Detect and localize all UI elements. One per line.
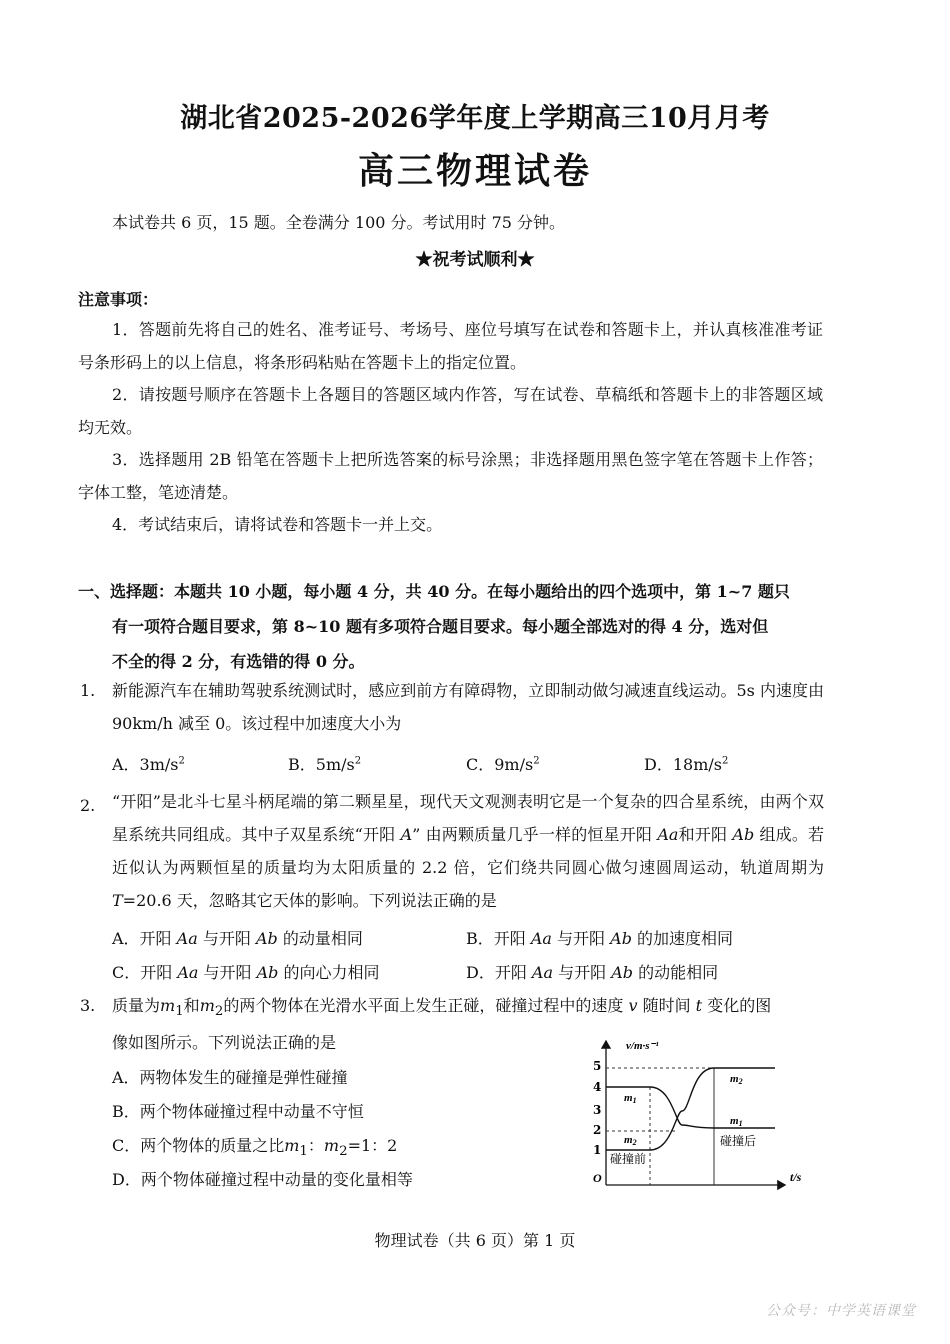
section-line-1: 一、选择题：本题共 10 小题，每小题 4 分，共 40 分。在每小题给出的四个选项中，第 1~7 题只 <box>78 582 790 601</box>
opt-symbol: Aa <box>531 963 554 982</box>
q2-symbol-ab: Ab <box>732 825 755 844</box>
watermark: 公众号：中学英语课堂 <box>766 1303 916 1319</box>
superscript: 2 <box>533 755 540 767</box>
q3-symbol-m: m <box>199 996 215 1015</box>
opt-symbol: Aa <box>177 963 199 982</box>
opt-text: 的动量相同 <box>277 929 363 948</box>
opt-text: 的向心力相同 <box>278 963 380 982</box>
note-item-2: 2．请按题号顺序在答题卡上各题目的答题区域内作答，写在试卷、草稿纸和答题卡上的非答题区域均无效。 <box>78 385 823 437</box>
notes-title: 注意事项： <box>78 290 159 309</box>
y-tick-5: 5 <box>593 1059 602 1073</box>
m-letter: m <box>624 1092 633 1104</box>
q3-text-part: 和 <box>183 996 200 1015</box>
opt-text: 与开阳 <box>198 963 257 982</box>
opt-symbol: Ab <box>256 963 279 982</box>
q2-text-part: ” 由两颗质量几乎一样的恒星开阳 <box>412 825 658 844</box>
opt-text: =1：2 <box>347 1136 398 1155</box>
opt-text: 的加速度相同 <box>631 929 734 948</box>
m-subscript: 1 <box>632 1096 637 1105</box>
section-line-2: 有一项符合题目要求，第 8~10 题有多项符合题目要求。每小题全部选对的得 4 分，选对但 <box>112 617 769 636</box>
section-line-3: 不全的得 2 分，有选错的得 0 分。 <box>112 652 365 671</box>
q2-symbol-aa: Aa <box>657 825 679 844</box>
opt-symbol: Aa <box>530 929 552 948</box>
q2-symbol-t: T <box>112 891 123 910</box>
question-1-option-d[interactable] <box>644 752 728 775</box>
option-c-text: C．9m/s <box>466 755 534 774</box>
y-tick-4: 4 <box>593 1080 602 1094</box>
question-3-option-a[interactable]: A．两物体发生的碰撞是弹性碰撞 <box>112 1068 348 1087</box>
subscript: 2 <box>214 1004 224 1020</box>
y-axis-label: v/m·s⁻¹ <box>626 1040 659 1052</box>
y-tick-1: 1 <box>593 1143 602 1157</box>
q2-text-part: 和开阳 <box>678 825 733 844</box>
note-item-4: 4．考试结束后，请将试卷和答题卡一并上交。 <box>112 515 443 534</box>
question-1-text: 新能源汽车在辅助驾驶系统测试时，感应到前方有障碍物，立即制动做匀减速直线运动。5s 内速度由 90km/h 减至 0。该过程中加速度大小为 <box>112 681 824 733</box>
y-tick-3: 3 <box>593 1103 602 1117</box>
q3-symbol-m: m <box>160 996 176 1015</box>
question-1-option-b[interactable] <box>288 752 361 775</box>
opt-symbol: m <box>284 1136 300 1155</box>
question-2-option-d[interactable] <box>466 960 718 983</box>
opt-text: ： <box>307 1136 324 1155</box>
subscript: 2 <box>339 1144 348 1160</box>
option-d-text: D．18m/s <box>644 755 722 774</box>
exam-info: 本试卷共 6 页，15 题。全卷满分 100 分。考试用时 75 分钟。 <box>112 213 566 232</box>
question-3-option-c[interactable] <box>112 1133 397 1159</box>
m-letter: m <box>730 1073 739 1085</box>
label-m1-after <box>730 1115 743 1128</box>
label-m2-after <box>730 1073 743 1086</box>
wish-line: ★祝考试顺利★ <box>415 250 535 270</box>
m-letter: m <box>624 1134 633 1146</box>
opt-text: C．两个物体的质量之比 <box>112 1136 285 1155</box>
q3-symbol-v: v <box>628 996 638 1015</box>
question-1-option-c[interactable] <box>466 752 540 775</box>
superscript: 2 <box>721 755 729 767</box>
opt-symbol: m <box>323 1136 340 1155</box>
question-2-text <box>112 785 824 917</box>
q3-text-part: 质量为 <box>112 996 161 1015</box>
q2-text-part: “开阳”是北斗七星斗柄尾端的第二颗星星，现代天文观测表明它是一个复杂的四合星系统，由两个双星系统共同组成。其中子双星系统“开阳 <box>112 792 824 844</box>
question-3-option-d[interactable]: D．两个物体碰撞过程中动量的变化量相等 <box>112 1170 413 1189</box>
question-2-option-a[interactable] <box>112 926 363 949</box>
opt-text: D．开阳 <box>466 963 532 982</box>
opt-text: 与开阳 <box>197 929 256 948</box>
exam-title: 湖北省2025-2026学年度上学期高三10月月考 <box>180 103 770 134</box>
subscript: 1 <box>175 1004 184 1020</box>
label-m1-before <box>624 1092 637 1105</box>
opt-text: 与开阳 <box>553 963 612 982</box>
opt-symbol: Ab <box>255 929 278 948</box>
note-item-1: 1．答题前先将自己的姓名、准考证号、考场号、座位号填写在试卷和答题卡上，并认真核准准考证号条形码上的以上信息，将条形码粘贴在答题卡上的指定位置。 <box>78 320 823 372</box>
m-letter: m <box>730 1115 739 1127</box>
subscript: 1 <box>299 1144 308 1160</box>
question-2-option-b[interactable] <box>466 926 733 949</box>
opt-text: 的动能相同 <box>633 963 719 982</box>
question-3-option-b[interactable]: B．两个物体碰撞过程中动量不守恒 <box>112 1102 364 1121</box>
question-2-option-c[interactable] <box>112 960 380 983</box>
opt-text: 与开阳 <box>551 929 611 948</box>
y-tick-2: 2 <box>593 1123 602 1137</box>
question-1-number: 1. <box>80 681 96 700</box>
page-footer: 物理试卷（共 6 页）第 1 页 <box>374 1231 576 1250</box>
q3-text-part: 随时间 <box>637 996 696 1015</box>
option-a-text: A．3m/s <box>112 755 179 774</box>
m-subscript: 2 <box>632 1138 637 1147</box>
opt-symbol: Ab <box>610 929 632 948</box>
origin-label: O <box>593 1171 602 1185</box>
superscript: 2 <box>354 755 362 767</box>
q3-text-part: 变化的图 <box>702 996 772 1015</box>
question-2-number: 2. <box>80 796 96 815</box>
q2-symbol-a: A <box>400 825 413 844</box>
opt-text: A．开阳 <box>112 929 177 948</box>
paper-title: 高三物理试卷 <box>357 150 592 192</box>
question-3-number: 3. <box>80 996 96 1015</box>
question-1-option-a[interactable] <box>112 752 185 775</box>
opt-symbol: Ab <box>611 963 633 982</box>
note-item-3: 3．选择题用 2B 铅笔在答题卡上把所选答案的标号涂黑；非选择题用黑色签字笔在答题卡上作答；字体工整，笔迹清楚。 <box>78 450 823 502</box>
x-axis-label: t/s <box>790 1170 802 1184</box>
m-subscript: 2 <box>738 1077 743 1086</box>
label-m2-before <box>624 1134 637 1147</box>
velocity-time-graph <box>580 1035 820 1195</box>
question-3-text <box>112 989 824 1028</box>
opt-text: B．开阳 <box>466 929 531 948</box>
label-before-collision: 碰撞前 <box>610 1152 647 1166</box>
opt-text: C．开阳 <box>112 963 178 982</box>
section-header <box>78 574 826 679</box>
q3-symbol-t: t <box>695 996 703 1015</box>
m-subscript: 1 <box>738 1119 743 1128</box>
superscript: 2 <box>178 755 185 767</box>
question-3-line-2: 像如图所示。下列说法正确的是 <box>112 1033 337 1052</box>
label-after-collision: 碰撞后 <box>720 1134 757 1148</box>
q2-text-part: =20.6 天，忽略其它天体的影响。下列说法正确的是 <box>122 891 497 910</box>
opt-symbol: Aa <box>176 929 198 948</box>
q3-text-part: 的两个物体在光滑水平面上发生正碰，碰撞过程中的速度 <box>223 996 629 1015</box>
q2-text-part: 组成。若近似认为两颗恒星的质量均为太阳质量的 2.2 倍，它们绕共同圆心做匀速圆周运动，轨道周期为 <box>112 825 824 877</box>
option-b-text: B．5m/s <box>288 755 355 774</box>
